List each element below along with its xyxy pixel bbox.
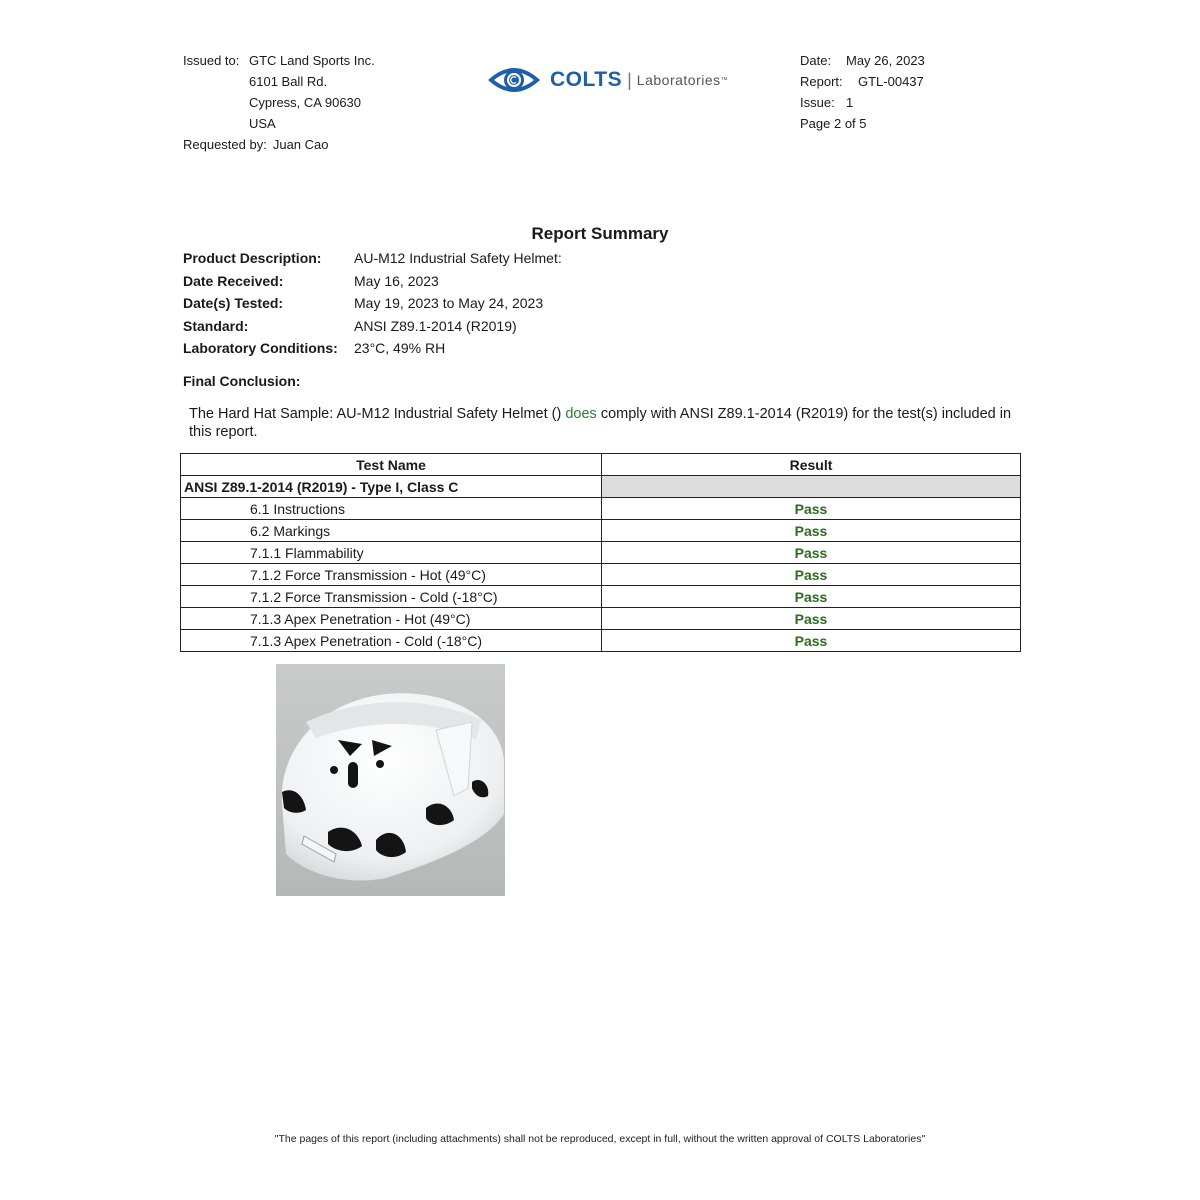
issue-value: 1 <box>846 95 854 110</box>
detail-key: Laboratory Conditions: <box>183 340 338 356</box>
logo-brand: COLTS <box>550 68 623 91</box>
test-name: 7.1.2 Force Transmission - Hot (49°C) <box>181 564 602 586</box>
date-value: May 26, 2023 <box>846 53 925 68</box>
issued-to-line: Cypress, CA 90630 <box>249 95 362 110</box>
results-table <box>180 453 1021 652</box>
detail-value: ANSI Z89.1-2014 (R2019) <box>354 317 517 334</box>
requested-by-value: Juan Cao <box>272 137 329 152</box>
summary-title: Report Summary <box>531 224 669 243</box>
report-label: Report: <box>800 74 843 89</box>
detail-row <box>183 292 562 315</box>
detail-value: AU-M12 Industrial Safety Helmet: <box>354 250 562 266</box>
table-row <box>181 542 1021 564</box>
final-conclusion-title: Final Conclusion: <box>183 373 301 389</box>
test-name: 7.1.2 Force Transmission - Cold (-18°C) <box>181 586 602 608</box>
test-result: Pass <box>602 564 1021 586</box>
report-meta <box>800 50 925 134</box>
header-result: Result <box>602 454 1021 476</box>
colts-eye-logo-icon <box>486 62 542 98</box>
table-row <box>181 586 1021 608</box>
conclusion-text-after: comply with ANSI Z89.1-2014 (R2019) for the test(s) included in this report. <box>189 406 1012 440</box>
test-name: 7.1.1 Flammability <box>181 542 602 564</box>
logo-separator: | <box>627 69 632 90</box>
table-row <box>181 630 1021 652</box>
page-number: Page 2 of 5 <box>800 116 867 131</box>
issue-label: Issue: <box>800 95 835 110</box>
detail-row <box>183 270 562 293</box>
detail-row <box>183 247 562 270</box>
test-result: Pass <box>602 608 1021 630</box>
requested-by-label: Requested by: <box>183 137 267 152</box>
detail-row <box>183 315 562 338</box>
test-name: 6.2 Markings <box>181 520 602 542</box>
test-result: Pass <box>602 630 1021 652</box>
detail-value: May 19, 2023 to May 24, 2023 <box>354 295 544 311</box>
test-result: Pass <box>602 586 1021 608</box>
header-test-name: Test Name <box>181 454 602 476</box>
table-row <box>181 520 1021 542</box>
detail-value: May 16, 2023 <box>354 272 439 289</box>
issued-to-line: USA <box>249 116 276 131</box>
group-label: ANSI Z89.1-2014 (R2019) - Type I, Class C <box>181 476 602 498</box>
test-name: 7.1.3 Apex Penetration - Cold (-18°C) <box>181 630 602 652</box>
report-value: GTL-00437 <box>858 74 924 89</box>
test-result: Pass <box>602 498 1021 520</box>
table-row <box>181 608 1021 630</box>
group-result-cell <box>602 476 1021 498</box>
test-name: 7.1.3 Apex Penetration - Hot (49°C) <box>181 608 602 630</box>
conclusion-text-before: The Hard Hat Sample: AU-M12 Industrial Safety Helmet () <box>189 406 566 422</box>
test-result: Pass <box>602 520 1021 542</box>
helmet-photo <box>276 664 505 896</box>
detail-key: Date Received: <box>183 272 284 289</box>
test-result: Pass <box>602 542 1021 564</box>
issued-to-line: GTC Land Sports Inc. <box>249 53 375 68</box>
logo-sub: Laboratories <box>636 72 721 88</box>
table-group-row <box>181 476 1021 498</box>
issued-to-label: Issued to: <box>183 53 240 68</box>
test-name: 6.1 Instructions <box>181 498 602 520</box>
detail-value: 23°C, 49% RH <box>354 340 446 356</box>
footer-disclaimer: "The pages of this report (including attachments) shall not be reproduced, except in full, without the written approval of COLTS Laboratories" <box>274 1133 926 1145</box>
detail-key: Product Description: <box>183 250 322 266</box>
issued-to-block <box>183 50 375 155</box>
final-conclusion-text <box>189 405 1019 441</box>
logo-trademark: ™ <box>720 76 728 84</box>
table-header-row <box>181 454 1021 476</box>
detail-key: Standard: <box>183 317 249 334</box>
conclusion-does: does <box>565 406 597 422</box>
table-row <box>181 498 1021 520</box>
detail-key: Date(s) Tested: <box>183 295 284 311</box>
summary-details <box>183 247 562 360</box>
colts-logo <box>486 62 728 98</box>
table-row <box>181 564 1021 586</box>
detail-row <box>183 337 562 360</box>
issued-to-line: 6101 Ball Rd. <box>249 74 328 89</box>
date-label: Date: <box>800 53 832 68</box>
